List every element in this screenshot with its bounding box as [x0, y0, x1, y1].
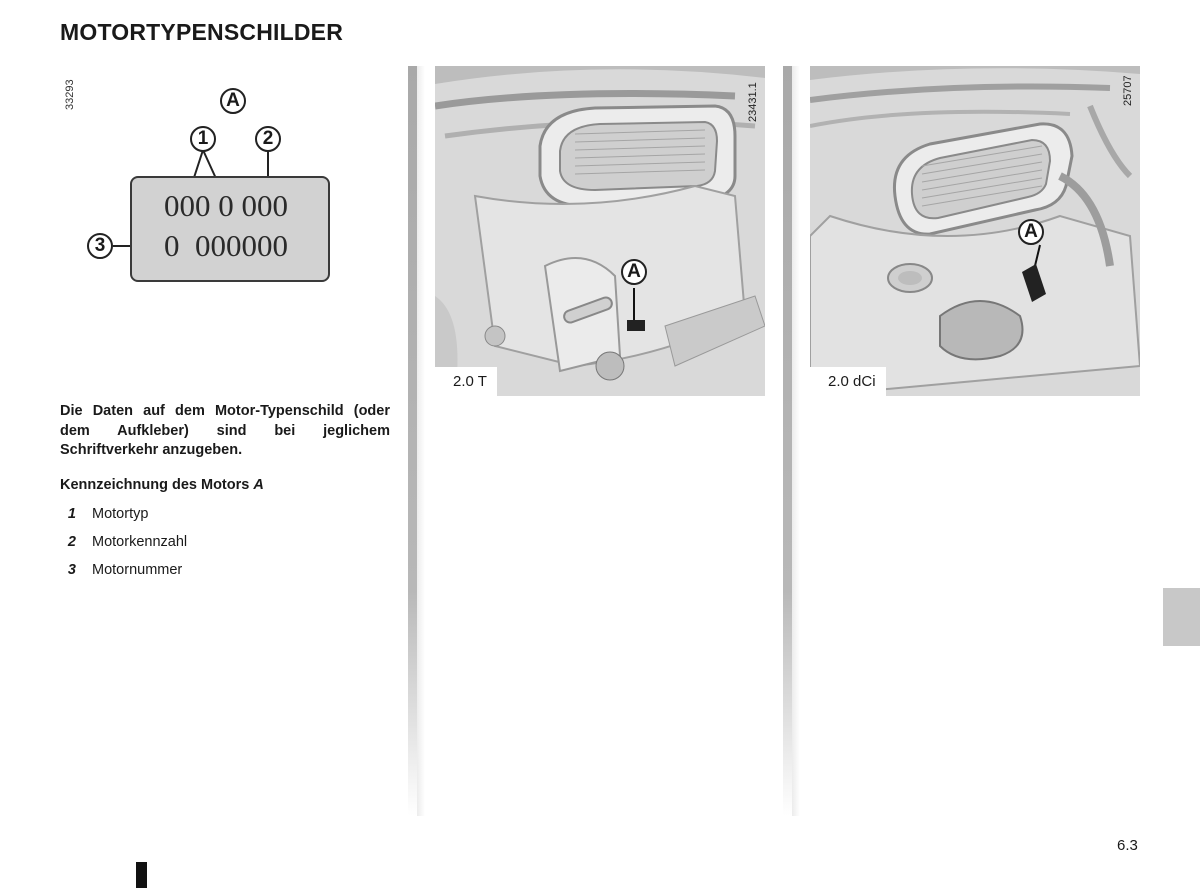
legend-item	[60, 506, 187, 534]
legend-num: 3	[67, 562, 76, 578]
callout-2: 2	[255, 126, 281, 152]
legend-num: 2	[67, 534, 76, 550]
engine-sketch	[810, 66, 1140, 396]
plate-line-1: 000 0 000	[164, 188, 288, 223]
legend-num: 1	[67, 506, 76, 522]
corner-mark	[136, 862, 147, 888]
legend-label: Motortyp	[92, 506, 149, 522]
page-number: 6.3	[1117, 837, 1138, 854]
photo-callout-a: A	[621, 259, 647, 285]
callout-a: A	[220, 88, 246, 114]
legend-item	[60, 534, 187, 562]
legend-heading	[60, 477, 264, 493]
legend-heading-ref: A	[253, 477, 264, 493]
photo-callout-a: A	[1018, 219, 1044, 245]
callout-1: 1	[190, 126, 216, 152]
plate-line-2: 0 000000	[164, 228, 288, 263]
legend-item	[60, 562, 187, 590]
engine-photo-2-0-dci	[810, 66, 1140, 396]
engine-type-plate	[130, 176, 330, 282]
figure-label: 2.0 dCi	[810, 367, 886, 396]
figure-label: 2.0 T	[435, 367, 497, 396]
column-divider	[408, 66, 417, 816]
engine-sketch	[435, 66, 765, 396]
legend-label: Motornummer	[92, 562, 183, 578]
chapter-tab	[1163, 588, 1200, 646]
legend-list	[60, 506, 187, 590]
callout-3: 3	[87, 233, 113, 259]
instruction-paragraph: Die Daten auf dem Motor-Typenschild (oder dem Aufkleber) sind bei jeglichem Schriftverkehr anzugeben.	[60, 403, 390, 458]
legend-heading-text: Kennzeichnung des Motors	[60, 477, 254, 493]
page-title: MOTORTYPENSCHILDER	[60, 19, 344, 45]
column-divider	[783, 66, 792, 816]
figure-code: 23431.1	[747, 82, 759, 122]
engine-photo-2-0-t	[435, 66, 765, 396]
figure-code: 33293	[64, 79, 76, 110]
figure-code: 25707	[1122, 75, 1134, 106]
legend-label: Motorkennzahl	[92, 534, 188, 550]
